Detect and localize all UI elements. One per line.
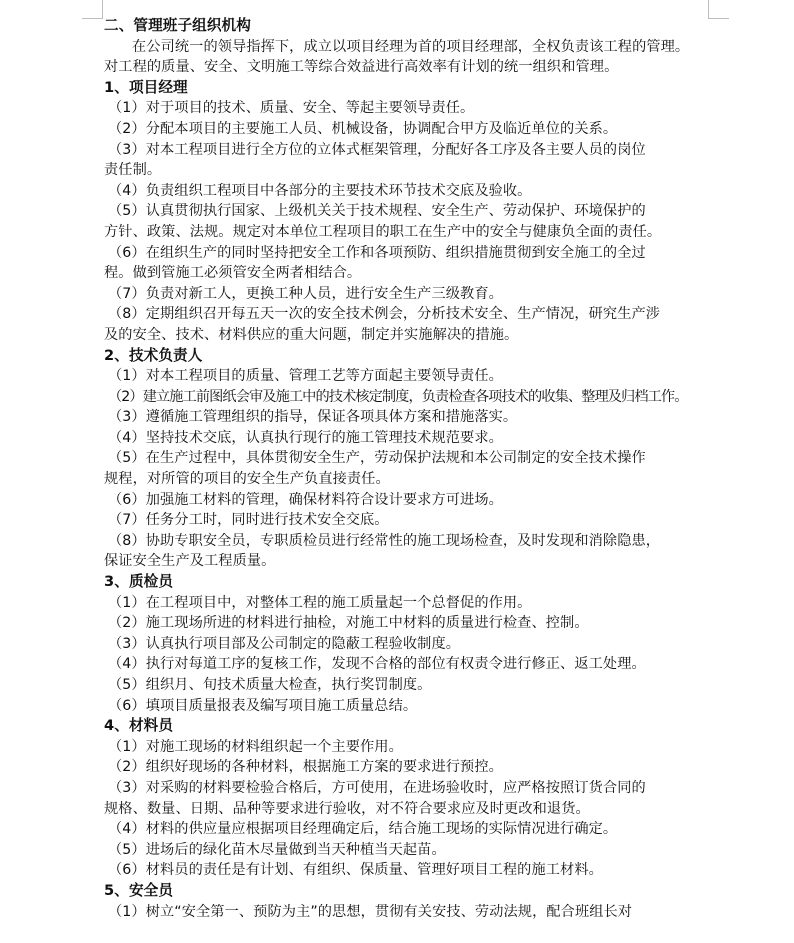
paragraph-line: （5）在生产过程中，具体贯彻安全生产，劳动保护法规和本公司制定的安全技术操作 — [108, 450, 646, 467]
paragraph-line: （7）负责对新工人，更换工种人员，进行安全生产三级教育。 — [108, 285, 503, 302]
page-corner-mark-left — [82, 0, 103, 19]
paragraph-line: （5）组织月、旬技术质量大检查，执行奖罚制度。 — [108, 677, 432, 693]
paragraph-line: 保证安全生产及工程质量。 — [104, 553, 276, 570]
section-title: 二、管理班子组织机构 — [104, 17, 251, 34]
paragraph-line: 规程，对所管的项目的安全生产负直接责任。 — [104, 471, 390, 488]
paragraph-line: （2）组织好现场的各种材料，根据施工方案的要求进行预控。 — [108, 759, 503, 776]
subsection-heading: 5、安全员 — [104, 881, 174, 899]
paragraph-line: （5）进场后的绿化苗木尽量做到当天种植当天起苗。 — [108, 841, 446, 858]
paragraph-line: （6）材料员的责任是有计划、有组织、保质量、管理好项目工程的施工材料。 — [108, 862, 603, 879]
intro-line: 对工程的质量、安全、文明施工等综合效益进行高效率有计划的统一组织和管理。 — [104, 59, 619, 76]
paragraph-line: （3）认真执行项目部及公司制定的隐蔽工程验收制度。 — [108, 635, 461, 652]
paragraph-line: 程。做到管施工必须管安全两者相结合。 — [104, 265, 362, 282]
paragraph-line: （6）加强施工材料的管理，确保材料符合设计要求方可进场。 — [108, 491, 503, 508]
paragraph-line: （1）对于项目的技术、质量、安全、等起主要领导责任。 — [108, 100, 475, 117]
document-body — [104, 16, 712, 922]
paragraph-line: （8）协助专职安全员，专职质检员进行经常性的施工现场检查，及时发现和消除隐患， — [108, 532, 661, 549]
paragraph-line: （2）施工现场所进的材料进行抽检，对施工中材料的质量进行检查、控制。 — [108, 615, 589, 632]
subsection-heading: 4、材料员 — [104, 717, 174, 735]
paragraph-line: （3）遵循施工管理组织的指导，保证各项具体方案和措施落实。 — [108, 409, 518, 426]
intro-line: 在公司统一的领导指挥下，成立以项目经理为首的项目经理部，全权负责该工程的管理。 — [132, 38, 690, 55]
paragraph-line: （8）定期组织召开每五天一次的安全技术例会，分析技术安全、生产情况，研究生产涉 — [108, 306, 661, 323]
paragraph-line: （2）建立施工前图纸会审及施工中的技术核定制度，负责检查各项技术的收集、整理及归档工作。 — [108, 388, 688, 405]
paragraph-line: （4）执行对每道工序的复核工作，发现不合格的部位有权责令进行修正、返工处理。 — [108, 656, 646, 673]
paragraph-line: 及的安全、技术、材料供应的重大问题，制定并实施解决的措施。 — [104, 326, 519, 343]
paragraph-line: （1）对本工程项目的质量、管理工艺等方面起主要领导责任。 — [108, 368, 503, 385]
subsection-heading: 2、技术负责人 — [104, 346, 203, 364]
paragraph-line: （1）树立“安全第一、预防为主”的思想，贯彻有关安技、劳动法规，配合班组长对 — [108, 903, 633, 920]
paragraph-line: （6）填项目质量报表及编写项目施工质量总结。 — [108, 697, 418, 714]
paragraph-line: （2）分配本项目的主要施工人员、机械设备，协调配合甲方及临近单位的关系。 — [108, 120, 618, 137]
paragraph-line: （3）对本工程项目进行全方位的立体式框架管理，分配好各工序及各主要人员的岗位 — [108, 141, 646, 158]
subsection-heading: 3、质检员 — [104, 573, 174, 591]
paragraph-line: （1）对施工现场的材料组织起一个主要作用。 — [108, 738, 403, 755]
paragraph-line: （5）认真贯彻执行国家、上级机关关于技术规程、安全生产、劳动保护、环境保护的 — [108, 203, 646, 220]
paragraph-line: （6）在组织生产的同时坚持把安全工作和各项预防、组织措施贯彻到安全施工的全过 — [108, 244, 646, 261]
paragraph-line: （1）在工程项目中，对整体工程的施工质量起一个总督促的作用。 — [108, 594, 532, 611]
paragraph-line: （3）对采购的材料要检验合格后，方可使用，在进场验收时，应严格按照订货合同的 — [108, 779, 646, 796]
paragraph-line: （4）材料的供应量应根据项目经理确定后，结合施工现场的实际情况进行确定。 — [108, 821, 618, 838]
paragraph-line: （4）负责组织工程项目中各部分的主要技术环节技术交底及验收。 — [108, 182, 532, 199]
paragraph-line: 方针、政策、法规。规定对本单位工程项目的职工在生产中的安全与健康负全面的责任。 — [104, 223, 662, 240]
subsection-heading: 1、项目经理 — [104, 78, 188, 96]
paragraph-line: 规格、数量、日期、品种等要求进行验收，对不符合要求应及时更改和退货。 — [104, 800, 590, 817]
paragraph-line: （7）任务分工时，同时进行技术安全交底。 — [108, 512, 389, 529]
paragraph-line: 责任制。 — [104, 162, 162, 179]
paragraph-line: （4）坚持技术交底，认真执行现行的施工管理技术规范要求。 — [108, 429, 503, 446]
